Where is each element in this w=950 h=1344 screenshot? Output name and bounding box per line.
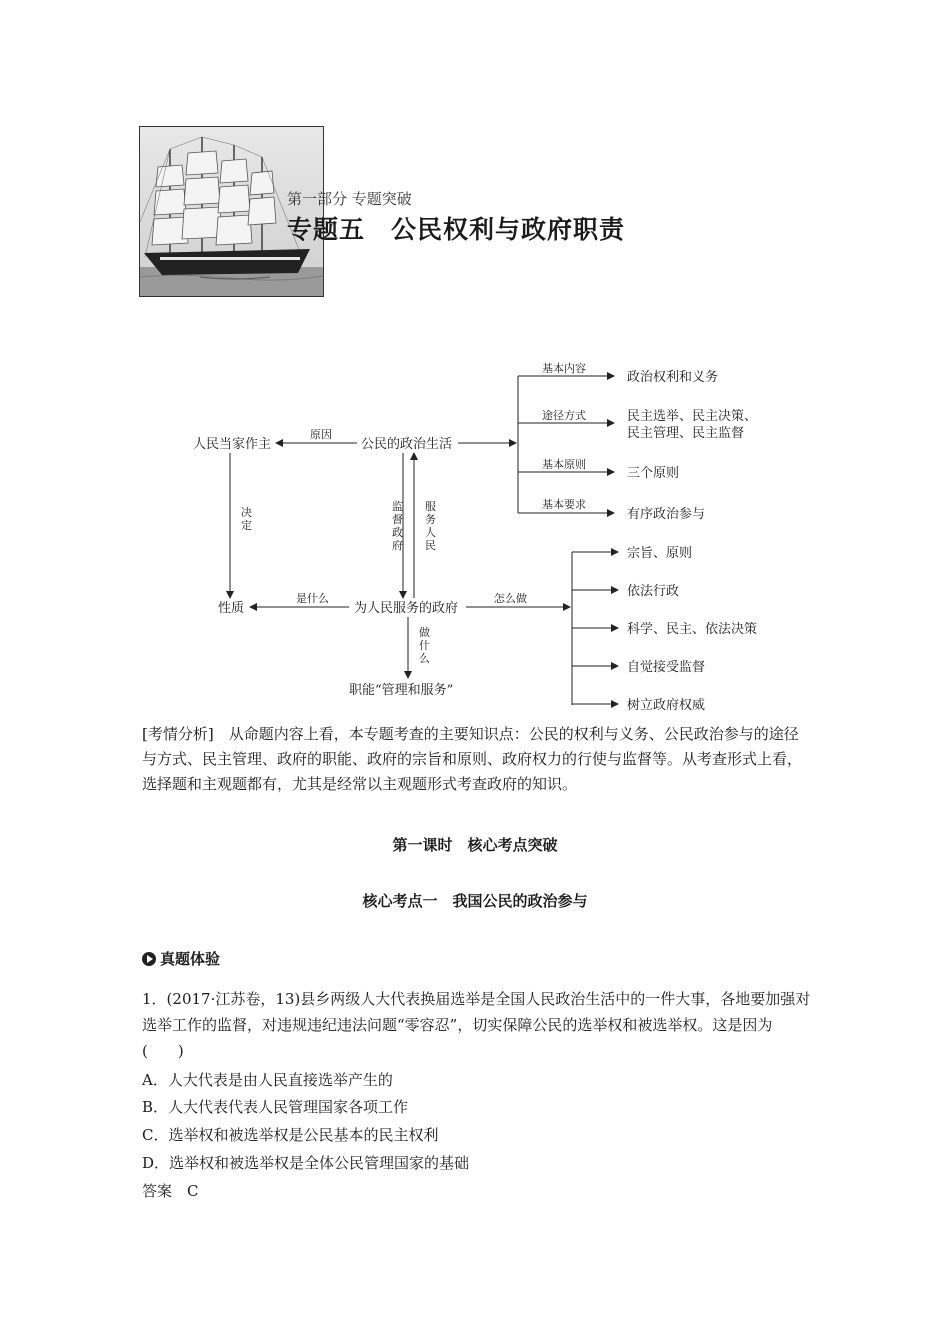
node-bottom: 职能“管理和服务” — [349, 683, 454, 698]
edge-label-how: 怎么做 — [494, 592, 527, 605]
edge-label-reason: 原因 — [310, 428, 332, 441]
branch-item-1: 政治权利和义务 — [627, 370, 719, 385]
branch-label-1: 基本内容 — [542, 362, 586, 375]
gov-branch-2: 依法行政 — [627, 584, 680, 599]
section-label: 真题体验 — [160, 950, 221, 968]
option-b: B．人大代表代表人民管理国家各项工作 — [142, 1098, 409, 1116]
answer: 答案 C — [142, 1182, 199, 1200]
gov-branch-4: 自觉接受监督 — [627, 660, 706, 675]
edge-label-serve: 服务人民 — [425, 500, 436, 552]
play-circle-icon — [142, 952, 156, 966]
node-center-top: 公民的政治生活 — [361, 437, 453, 452]
chapter-title: 专题五 公民权利与政府职责 — [287, 215, 626, 244]
gov-branch-1: 宗旨、原则 — [627, 546, 693, 561]
node-left-top: 人民当家作主 — [193, 437, 272, 452]
branch-item-4: 有序政治参与 — [627, 507, 706, 522]
part-label: 第一部分 专题突破 — [287, 190, 412, 208]
point-title: 核心考点一 我国公民的政治参与 — [362, 892, 588, 910]
node-center-bottom: 为人民服务的政府 — [354, 601, 459, 616]
option-c: C．选举权和被选举权是公民基本的民主权利 — [142, 1126, 439, 1144]
gov-branch-5: 树立政府权威 — [627, 698, 706, 712]
option-d: D．选举权和被选举权是全体公民管理国家的基础 — [142, 1154, 470, 1172]
branch-item-2b: 民主管理、民主监督 — [627, 426, 745, 441]
edge-label-do-what: 做什么 — [419, 626, 430, 665]
branch-item-3: 三个原则 — [627, 466, 680, 481]
node-left-bottom: 性质 — [218, 601, 245, 616]
branch-label-4: 基本要求 — [542, 498, 586, 511]
exam-analysis: [考情分析] 从命题内容上看，本专题考查的主要知识点：公民的权利与义务、公民政治参与的途径与方式、民主管理、政府的职能、政府的宗旨和原则、政府权力的行使与监督等。从考查形式上看，选择题和主观题都有，尤其是经常以主观题形式考查政府的知识。 — [142, 725, 803, 793]
branch-label-3: 基本原则 — [542, 458, 586, 471]
edge-label-what: 是什么 — [296, 592, 329, 605]
option-a: A．人大代表是由人民直接选举产生的 — [142, 1071, 393, 1089]
edge-label-decides: 决定 — [241, 506, 252, 532]
knowledge-diagram — [0, 340, 950, 712]
lesson-title: 第一课时 核心考点突破 — [392, 836, 558, 854]
edge-label-supervise: 监督政府 — [392, 500, 403, 552]
branch-item-2a: 民主选举、民主决策、 — [627, 409, 758, 424]
section-heading — [142, 948, 220, 969]
gov-branch-3: 科学、民主、依法决策 — [627, 622, 758, 637]
question-stem: 1．(2017·江苏卷，13)县乡两级人大代表换届选举是全国人民政治生活中的一件大事，各地要加强对选举工作的监督，对违规违纪违法问题“零容忍”，切实保障公民的选举权和被选举权。这是因为( ) — [142, 990, 811, 1060]
branch-label-2: 途径方式 — [542, 409, 586, 422]
